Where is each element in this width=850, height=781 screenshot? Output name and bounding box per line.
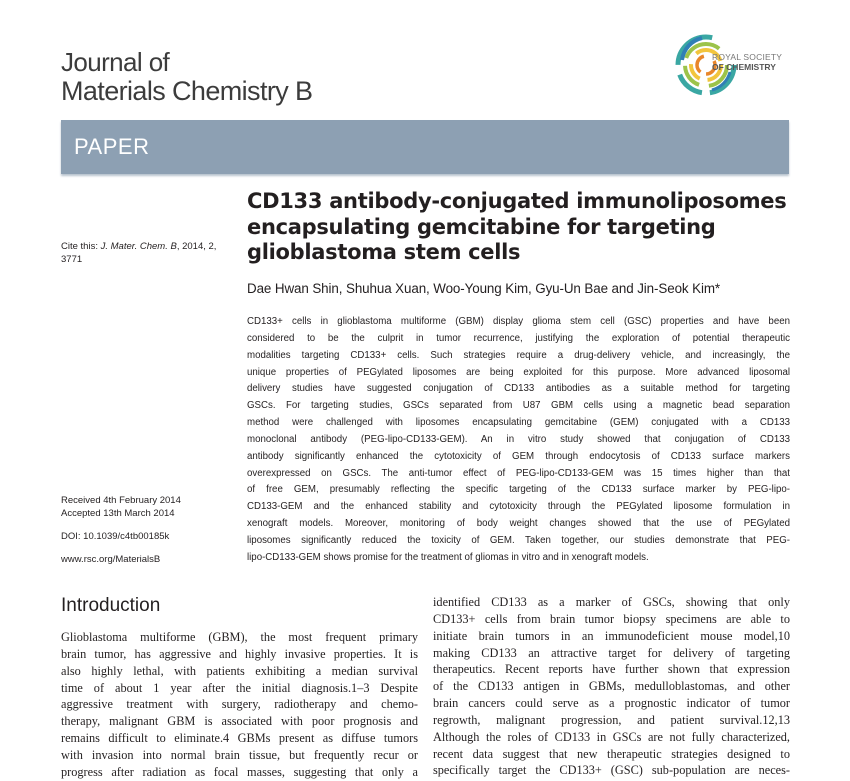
received-date: Received 4th February 2014 <box>61 495 181 506</box>
citation-line <box>61 240 231 253</box>
abstract-line: CD133+ cells in glioblastoma multiforme (GBM) display glioma stem cell (GSC) properties and have been <box>247 316 790 327</box>
abstract-line: delivery studies have suggested conjugation of CD133 antibodies as a suitable method for targeting <box>247 383 790 395</box>
abstract-line: xenograft models. Moreover, monitoring of body weight changes showed that the use of PEGylated <box>247 518 790 530</box>
rsc-logo-line: ROYAL SOCIETY <box>712 52 783 62</box>
abstract-line: modalities targeting CD133+ cells. Such strategies require a drug-delivery vehicle, and increasingly, the <box>247 349 790 361</box>
author-list: Dae Hwan Shin, Shuhua Xuan, Woo-Young Kim, Gyu-Un Bae and Jin-Seok Kim* <box>247 281 721 296</box>
article-title <box>247 189 787 266</box>
section-heading-introduction: Introduction <box>61 595 161 616</box>
body-line: initiate brain tumors in an immunodeficient mouse model,10 <box>433 628 790 643</box>
body-line: progress after radiation as focal masses, suggesting that only a <box>61 764 418 779</box>
article-title-line: encapsulating gemcitabine for targeting <box>247 214 716 239</box>
body-line: recent data suggest that new therapeutic strategies designed to <box>433 746 790 761</box>
rsc-logo[interactable] <box>672 20 796 110</box>
abstract-line: overexpressed on GSCs. The anti-tumor effect of PEG-lipo-CD133-GEM was 15 times higher than that <box>247 467 790 479</box>
article-type-label: PAPER <box>74 134 150 159</box>
body-line: with invasion into normal brain tissue, but frequently recur or <box>61 747 418 762</box>
article-type-banner <box>61 120 789 174</box>
body-line: time of about 1 year after the initial diagnosis.1–3 Despite <box>61 680 418 695</box>
abstract-line: unique properties of PEGylated liposomes are being exploited for this purpose. More advanced liposomal <box>247 366 790 378</box>
abstract-line: antibody significantly enhanced the cytotoxicity of GEM through endocytosis of CD133 surface markers <box>247 450 790 462</box>
abstract-line: method were challenged with liposomes encapsulating gemcitabine (GEM) conjugated with a CD133 <box>247 417 790 429</box>
body-line: therapeutics. Recent reports have further shown that expression <box>433 662 790 677</box>
article-title-line: glioblastoma stem cells <box>247 240 521 264</box>
article-title-line: CD133 antibody-conjugated immunoliposomes <box>247 189 787 213</box>
body-line: CD133+ cells from brain tumor biopsy specimens are able to <box>433 611 790 626</box>
accepted-date: Accepted 13th March 2014 <box>61 507 175 519</box>
body-line: Although the roles of CD133 in GSCs are not fully characterized, <box>433 729 790 744</box>
body-line: remains difficult to eliminate.4 GBMs present as diffuse tumors <box>61 731 418 746</box>
abstract-line: monoclonal antibody (PEG-lipo-CD133-GEM). An in vitro study showed that conjugation of CD133 <box>247 433 790 445</box>
abstract-line: considered to be the culprit in tumor recurrence, justifying the exploration of potential therapeutic <box>247 332 790 344</box>
body-line: aggressive treatment with surgery, radiotherapy and chemo- <box>61 697 418 712</box>
citation-info <box>61 240 231 266</box>
intro-column-left <box>61 629 418 781</box>
abstract <box>247 314 790 567</box>
body-line: making CD133 an attractive target for delivery of targeting <box>433 645 790 660</box>
abstract-line: lipo-CD133-GEM shows promise for the treatment of gliomas in vitro and in xenograft models. <box>247 551 649 563</box>
journal-title <box>61 49 312 104</box>
body-line: regrowth, malignant progression, and patient survival.12,13 <box>433 712 790 727</box>
body-line: specifically target the CD133+ (GSC) sub-population are neces- <box>433 763 790 778</box>
body-line: identified CD133 as a marker of GSCs, showing that only <box>433 595 790 609</box>
journal-title-line: Journal of <box>61 47 170 77</box>
journal-website-link[interactable]: www.rsc.org/MaterialsB <box>61 554 161 565</box>
article-history <box>61 495 181 520</box>
abstract-line: liposomes significantly reduced the toxicity of GEM. Taken together, our studies demonstrate that PEG- <box>247 534 790 546</box>
abstract-line: GSCs. For targeting studies, GSCs separated from U87 GBM cells using a magnetic bead separation <box>247 400 790 412</box>
journal-title-line: Materials Chemistry B <box>61 76 313 106</box>
abstract-line: of free GEM, presumably reflecting the specific targeting of the CD133 surface marker by PEG-lipo- <box>247 484 790 496</box>
body-line: of the CD133 antigen in GBMs, medulloblastomas, and other <box>433 679 790 694</box>
citation-prefix: Cite this: <box>61 241 101 252</box>
body-line: therapy, malignant GBM is associated with poor prognosis and <box>61 714 418 729</box>
citation-journal: J. Mater. Chem. B <box>100 241 177 252</box>
intro-column-right <box>433 594 790 779</box>
rsc-logo-text <box>712 52 782 72</box>
citation-rest: , 2014, 2, <box>176 241 217 252</box>
abstract-line: CD133-GEM and the enhanced stability and cytotoxicity through the PEGylated liposome formulation in <box>247 501 790 513</box>
body-line: Glioblastoma multiforme (GBM), the most frequent primary <box>61 630 418 644</box>
body-line: brain cancers could serve as a prognostic indicator of tumor <box>433 696 790 711</box>
citation-pages: 3771 <box>61 254 83 265</box>
body-line: also highly lethal, with patients exhibiting a median survival <box>61 663 418 678</box>
body-line: brain tumor, has aggressive and highly invasive properties. It is <box>61 646 418 661</box>
rsc-logo-line: OF CHEMISTRY <box>712 62 776 72</box>
doi[interactable]: DOI: 10.1039/c4tb00185k <box>61 531 170 542</box>
